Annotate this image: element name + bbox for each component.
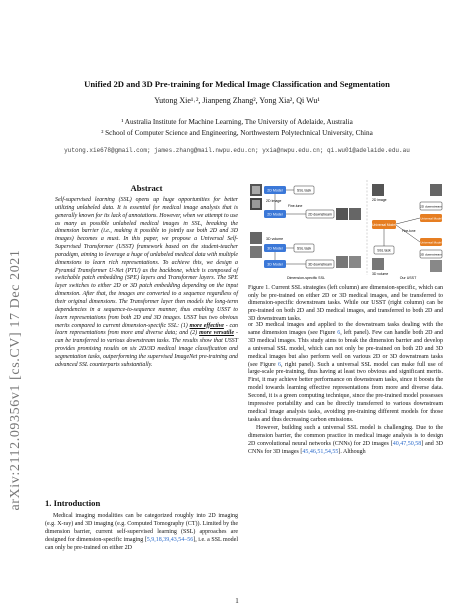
figure-1-caption: Figure 1. Current SSL strategies (left column) are dimension-specific, which can only be pre-trained on either 2D or 3D medical images, and be transferred to dimension-specific downstream tasks. While our USST (right column) can be pre-trained on both 2D and 3D medical images, and transferred to both 2D and 3D downstream tasks. [248,285,443,322]
label-u-3d-volume: 3D volume [372,272,389,276]
merit-versatile: more versatile [199,330,234,337]
affiliation-1: ¹ Australia Institute for Machine Learning, The University of Adelaide, Australia [121,118,353,126]
usst-ct-thumbnail [372,258,384,270]
label-u-finetune: Fine-tune [402,229,416,233]
citation-link[interactable]: 5,9,18,39,43,54–56 [146,536,194,543]
right-column-body: or 3D medical images and applied to the downstream tasks dealing with the same dimension images (see Figure 6, left panel). Few can handle both 2D and 3D medical images. This study aims to break the dimension barrier and develop a universal SSL model, which can not only be pre-trained on both 2D and 3D medical images but also perform well on various 2D or 3D downstream tasks (see Figure 6, right panel). Such a universal SSL model can make full use of large-scale pre-training, thus having at least two obvious and significant merits. First, it may achieve better performance on downstream tasks, since it boosts the model towards learning effective representations from more and diverse data. Second, it is a green computing technique, since the pre-trained model possesses impressive portability and can be directly transferred to various downstream medical image analysis tasks, avoiding pre-training different models for those tasks and thus decreasing carbon emissions. However, building such a universal SSL model is challenging. Due to the dimension barrier, the common practice in medical image analysis is to design 2D convolutional neural networks (CNNs) for 2D images [40,47,50,58] and 3D CNNs for 3D images [45,46,51,54,55]. Although [248,322,444,455]
figure-1 [248,180,444,283]
citation-link[interactable]: 40,47,50,58 [392,440,422,447]
label-down3d: 3D downstream [308,262,332,267]
label-model2d: 2D Model [267,188,283,193]
label-u-ssl: SSL task [377,248,391,253]
figure-ref-link[interactable]: 6 [278,361,282,368]
label-u-model-b: Universal Model [420,240,442,245]
merit-effective: more effective [189,322,224,329]
down2d-thumbnail [336,208,348,220]
paper-title: Unified 2D and 3D Pre-training for Medical Image Classification and Segmentation [84,79,390,89]
affiliation-2: ² School of Computer Science and Engineering, Northwestern Polytechnical University, China [101,129,373,137]
ct-thumbnail-top [250,232,262,244]
caption-usst: Our USST [399,276,417,280]
abstract-body: Self-supervised learning (SSL) opens up huge opportunities for better utilizing unlabeled data. It is essential for medical image analysis that is generally known for its lack of annotations. However, when we attempt to use as many as possible unlabeled medical images in SSL, breaking the dimension barrier (i.e., making it possible to jointly use both 2D and 3D images) becomes a must. In this paper, we propose a Universal Self-Supervised Transformer (USST) framework based on the student-teacher paradigm, aiming to leverage a huge of unlabeled medical data with multiple dimensions to learn rich representations. To achieve this, we design a Pyramid Transformer U-Net (PTU) as the backbone, which is composed of switchable patch embedding (SPE) layers and Transformer layers. The SPE layer switches to either 2D or 3D patch embedding depending on the input dimension. After that, the images are converted to a sequence regardless of their original dimensions. The Transformer layer then models the long-term dependencies in a sequence-to-sequence manner, thus enabling USST to learn representations from both 2D and 3D images. USST has two obvious merits compared to current dimension-specific SSL: (1) more effective - can learn representations from more and diverse data; and (2) more versatile - can be transferred to various downstream tasks. The results show that USST provides promising results on six 2D/3D medical image classification and segmentation tasks, outperforming the supervised ImageNet pre-training and advanced SSL counterparts substantially. [55,197,238,368]
intro-heading: 1. Introduction [45,498,101,508]
arxiv-stamp: arXiv:2112.09356v1 [cs.CV] 17 Dec 2021 [8,249,23,511]
label-u-down2d: 2D downstream [420,204,442,209]
label-down2d: 2D downstream [308,212,332,217]
label-u-down3d: 3D downstream [420,252,442,257]
svg-text:3D Model: 3D Model [267,262,283,267]
abstract-heading: Abstract [130,183,163,193]
svg-text:2D Model: 2D Model [267,212,283,217]
label-u-model-a: Universal Model [420,216,442,221]
label-model3d: 3D Model [267,246,283,251]
citation-link[interactable]: 45,46,51,54,55 [302,448,339,455]
author-emails: yutong.xie678@gmail.com; james.zhang@mail.nwpu.edu.cn; yxia@nwpu.edu.cn; qi.wu01@adelaide.edu.au [64,147,410,154]
svg-text:SSL task: SSL task [296,246,312,251]
caption-dimension-specific: Dimension-specific SSL [287,276,325,280]
label-finetune-2d: Fine-tune [288,204,303,208]
label-ssl-2d: SSL task [296,188,312,193]
figure-ref-link[interactable]: 6 [337,329,341,336]
label-u-2d-image: 2D image [372,198,387,202]
label-universal: Universal Model [372,223,396,227]
intro-body: Medical imaging modalities can be categorized roughly into 2D imaging (e.g. X-ray) and 3D imaging (e.g. Computed Tomography (CT)). Limited by the dimension barrier, current self-supervised learning (SSL) approaches are designed for dimension-specific imaging [5,9,18,39,43,54–56], i.e. a SSL model can only be pre-trained on either 2D [45,513,238,551]
label-vol3d: 3D volume [266,237,284,241]
figure-1-diagram [248,180,444,283]
page-number: 1 [235,597,239,605]
usst-xray-thumbnail [372,184,384,196]
author-list: Yutong Xie¹˒², Jianpeng Zhang², Yong Xia², Qi Wu¹ [154,96,320,105]
down3d-thumbnail [336,256,348,268]
label-img2d: 2D image [266,199,282,203]
ct-thumbnail-bottom [250,246,262,258]
